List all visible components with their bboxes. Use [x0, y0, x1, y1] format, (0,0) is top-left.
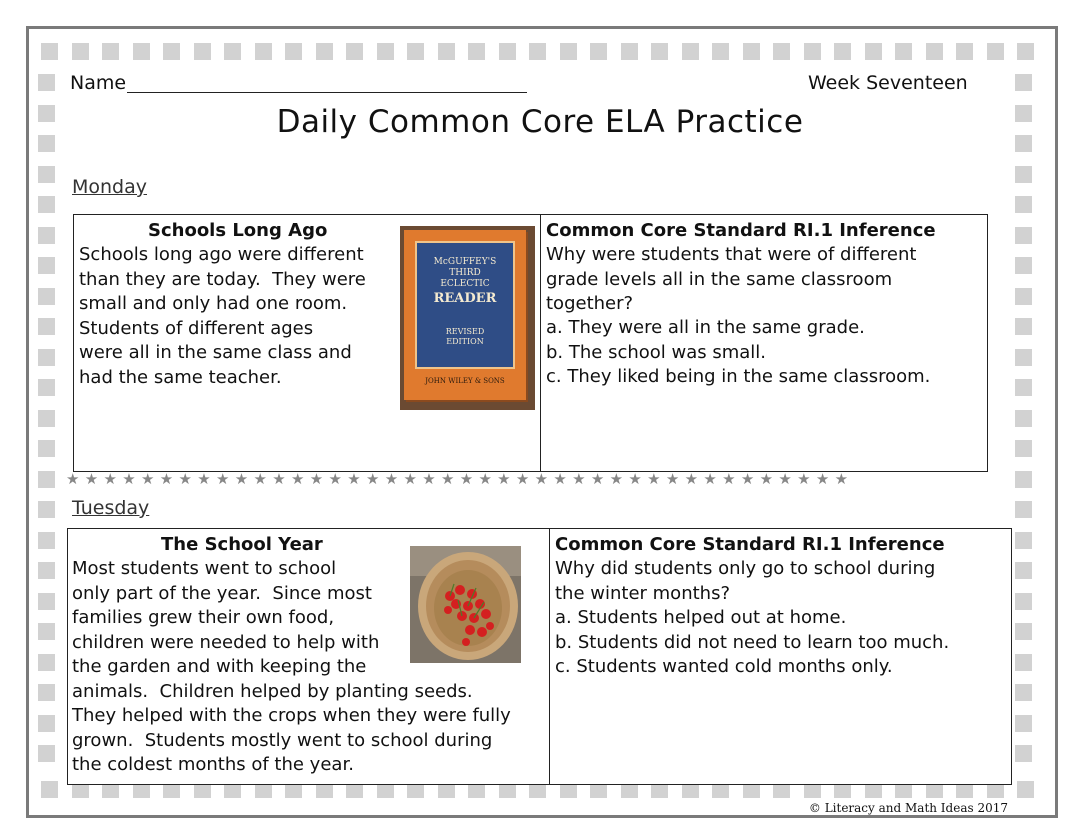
book-line-6: EDITION	[446, 337, 484, 346]
monday-passage-text: Schools long ago were different than they are today. They were small and only had one room. Students of different ages were all in the same class and had the same teacher.	[79, 244, 366, 388]
border-square	[38, 257, 55, 274]
border-square	[38, 623, 55, 640]
border-square	[38, 196, 55, 213]
book-line-3: ECLECTIC	[440, 279, 490, 289]
border-square	[1015, 471, 1032, 488]
border-square	[194, 43, 211, 60]
border-square	[621, 43, 638, 60]
border-square	[407, 43, 424, 60]
border-square	[438, 43, 455, 60]
monday-question-text: Why were students that were of different grade levels all in the same classroom together?	[546, 244, 917, 314]
monday-option-c: c. They liked being in the same classroom.	[546, 366, 931, 387]
border-square	[1015, 562, 1032, 579]
border-square	[38, 288, 55, 305]
border-square	[1015, 745, 1032, 762]
border-square	[38, 654, 55, 671]
border-square	[38, 410, 55, 427]
border-square	[865, 43, 882, 60]
border-square	[712, 43, 729, 60]
border-square	[38, 440, 55, 457]
monday-option-a: a. They were all in the same grade.	[546, 317, 865, 338]
book-line-5: REVISED	[445, 327, 485, 336]
tuesday-option-a: a. Students helped out at home.	[555, 607, 847, 628]
tuesday-option-c: c. Students wanted cold months only.	[555, 656, 893, 677]
border-square	[102, 43, 119, 60]
border-square	[38, 684, 55, 701]
book-line-2: THIRD	[449, 268, 481, 278]
border-square	[560, 43, 577, 60]
border-square	[72, 43, 89, 60]
border-square	[834, 43, 851, 60]
border-square	[1015, 196, 1032, 213]
tuesday-standard: Common Core Standard RI.1 Inference	[555, 534, 945, 555]
name-line[interactable]	[127, 92, 527, 93]
monday-standard: Common Core Standard RI.1 Inference	[546, 220, 936, 241]
page-title: Daily Common Core ELA Practice	[276, 104, 804, 140]
border-square	[41, 781, 58, 798]
border-square	[1015, 227, 1032, 244]
tuesday-label: Tuesday	[72, 497, 150, 519]
border-square	[956, 43, 973, 60]
book-line-4: READER	[433, 291, 497, 306]
star-divider: ★★★★★★★★★★★★★★★★★★★★★★★★★★★★★★★★★★★★★★★★★★	[66, 470, 854, 488]
border-square	[773, 43, 790, 60]
border-square	[38, 501, 55, 518]
border-square	[926, 43, 943, 60]
border-square	[285, 43, 302, 60]
tuesday-passage-panel	[67, 528, 550, 785]
border-square	[1015, 715, 1032, 732]
border-square	[1017, 781, 1034, 798]
border-square	[651, 43, 668, 60]
border-square	[895, 43, 912, 60]
border-square	[743, 43, 760, 60]
border-square	[1015, 684, 1032, 701]
border-square	[38, 532, 55, 549]
border-square	[1015, 654, 1032, 671]
monday-question-panel	[540, 214, 988, 472]
name-label: Name	[70, 72, 127, 94]
tuesday-question-panel	[549, 528, 1012, 785]
border-square	[1015, 440, 1032, 457]
border-square	[682, 43, 699, 60]
border-square	[224, 43, 241, 60]
border-square	[1015, 166, 1032, 183]
book-photo	[400, 226, 535, 410]
border-square	[1015, 288, 1032, 305]
border-square	[38, 593, 55, 610]
week-label: Week Seventeen	[808, 72, 968, 94]
book-title-panel	[415, 241, 515, 369]
cherry-basket-photo	[410, 546, 521, 663]
border-square	[1015, 349, 1032, 366]
border-square	[316, 43, 333, 60]
border-square	[1015, 318, 1032, 335]
border-square	[1015, 623, 1032, 640]
border-square	[468, 43, 485, 60]
border-square	[1015, 532, 1032, 549]
border-square	[38, 227, 55, 244]
border-square	[38, 379, 55, 396]
border-square	[346, 43, 363, 60]
monday-label: Monday	[72, 176, 148, 198]
border-square	[41, 43, 58, 60]
book-publisher: JOHN WILEY & SONS	[425, 377, 505, 385]
border-square	[377, 43, 394, 60]
border-square	[38, 349, 55, 366]
tuesday-question-text: Why did students only go to school during the winter months?	[555, 558, 936, 604]
copyright: © Literacy and Math Ideas 2017	[808, 801, 1008, 815]
border-square	[1017, 43, 1034, 60]
border-square	[1015, 379, 1032, 396]
book-cover	[404, 230, 526, 400]
border-square	[38, 562, 55, 579]
tuesday-passage-text: Most students went to school only part of the year. Since most families grew their own food, children were needed to help with the garden and with keeping the animals. Children helped by planting seeds. They helped with the crops when they were fully grown. Students mostly went to school during the coldest months of the year.	[72, 558, 511, 775]
border-square	[163, 43, 180, 60]
border-square	[255, 43, 272, 60]
border-square	[38, 715, 55, 732]
border-square	[133, 43, 150, 60]
border-square	[38, 166, 55, 183]
border-square	[38, 745, 55, 762]
book-line-1: McGUFFEY'S	[433, 257, 497, 267]
border-square	[529, 43, 546, 60]
border-square	[38, 471, 55, 488]
border-square	[1015, 593, 1032, 610]
border-square	[1015, 74, 1032, 91]
border-square	[499, 43, 516, 60]
monday-passage-panel	[73, 214, 541, 472]
monday-passage-title: Schools Long Ago	[148, 220, 328, 241]
border-square	[1015, 410, 1032, 427]
border-square	[1015, 501, 1032, 518]
tuesday-passage-title: The School Year	[161, 534, 323, 555]
cherry-basket-illustration	[410, 546, 521, 663]
border-square	[1015, 257, 1032, 274]
border-square	[38, 318, 55, 335]
border-square	[38, 74, 55, 91]
tuesday-option-b: b. Students did not need to learn too much.	[555, 631, 950, 653]
monday-option-b: b. The school was small.	[546, 341, 767, 363]
border-square	[987, 43, 1004, 60]
border-square	[804, 43, 821, 60]
border-square	[590, 43, 607, 60]
